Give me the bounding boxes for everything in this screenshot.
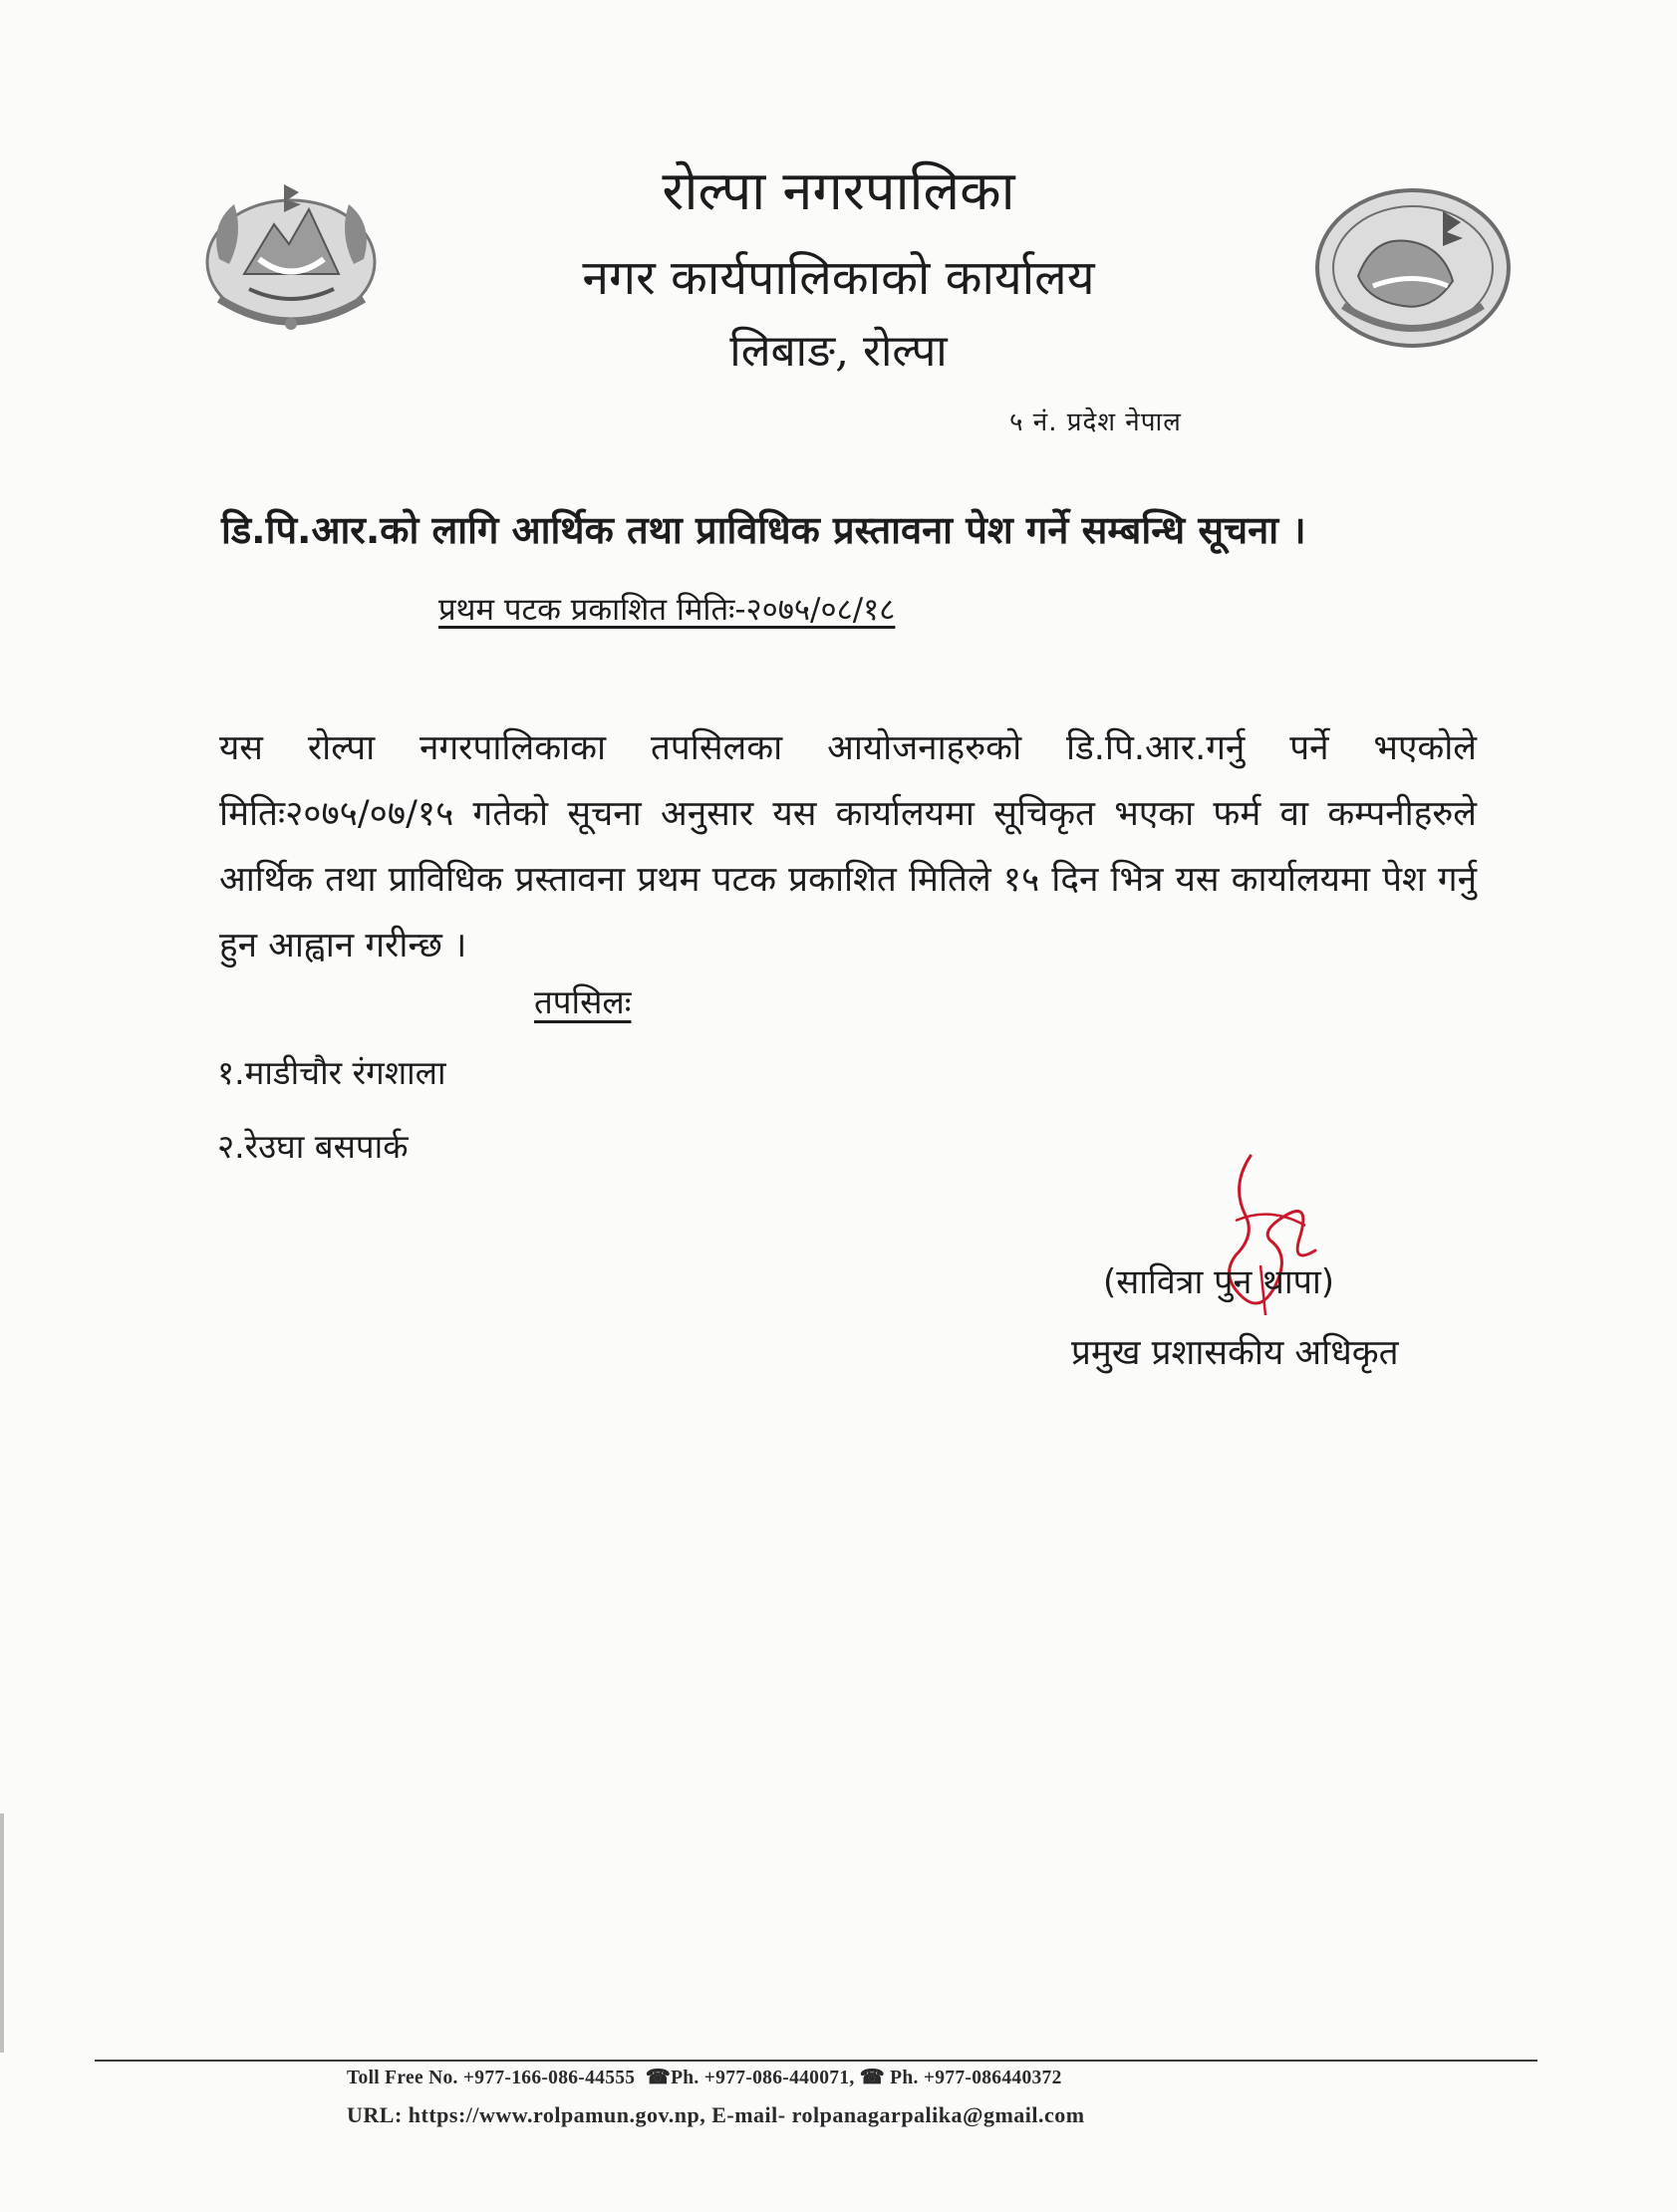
footer-contact-line — [347, 2065, 1062, 2089]
signatory-name: (सावित्रा पुन थापा) — [1103, 1262, 1335, 1302]
org-name: रोल्पा नगरपालिका — [662, 159, 1015, 222]
page-edge-shadow — [0, 1813, 4, 2053]
list-item: १.माडीचौर रंगशाला — [217, 1053, 446, 1092]
office-location: लिबाङ, रोल्पा — [729, 326, 948, 377]
province-label: ५ नं. प्रदेश नेपाल — [1009, 408, 1182, 437]
phone-number-2: Ph. +977-086440372 — [890, 2068, 1062, 2088]
publication-date: प्रथम पटक प्रकाशित मितिः-२०७५/०८/१८ — [438, 592, 896, 628]
footer-url-line: URL: https://www.rolpamun.gov.np, E-mail- rolpanagarpalika@gmail.com — [347, 2102, 1085, 2127]
footer-divider — [95, 2060, 1537, 2062]
list-item: २.रेउघा बसपार्क — [217, 1127, 409, 1166]
signatory-designation: प्रमुख प्रशासकीय अधिकृत — [1071, 1333, 1399, 1373]
project-list — [217, 1036, 446, 1184]
notice-body: यस रोल्पा नगरपालिकाका तपसिलका आयोजनाहरुको डि.पि.आर.गर्नु पर्ने भएकोले मितिः२०७५/०७/१५ गतेको सूचना अनुसार यस कार्यालयमा सूचिकृत भएका फर्म वा कम्पनीहरुले आर्थिक तथा प्राविधिक प्रस्तावना प्रथम पटक प्रकाशित मितिले १५ दिन भित्र यस कार्यालयमा पेश गर्नु हुन आह्वान गरीन्छ । — [219, 728, 1477, 966]
office-name: नगर कार्यपालिकाको कार्यालय — [582, 250, 1095, 306]
phone-number-1: Ph. +977-086-440071, — [671, 2068, 855, 2088]
toll-free-number: Toll Free No. +977-166-086-44555 — [347, 2068, 636, 2088]
schedule-heading: तपसिलः — [534, 982, 632, 1021]
notice-title: डि.पि.आर.को लागि आर्थिक तथा प्राविधिक प्रस्तावना पेश गर्ने सम्बन्धि सूचना । — [221, 508, 1306, 552]
telephone-icon: ☎ — [640, 2067, 672, 2088]
telephone-icon: ☎ — [859, 2067, 885, 2088]
